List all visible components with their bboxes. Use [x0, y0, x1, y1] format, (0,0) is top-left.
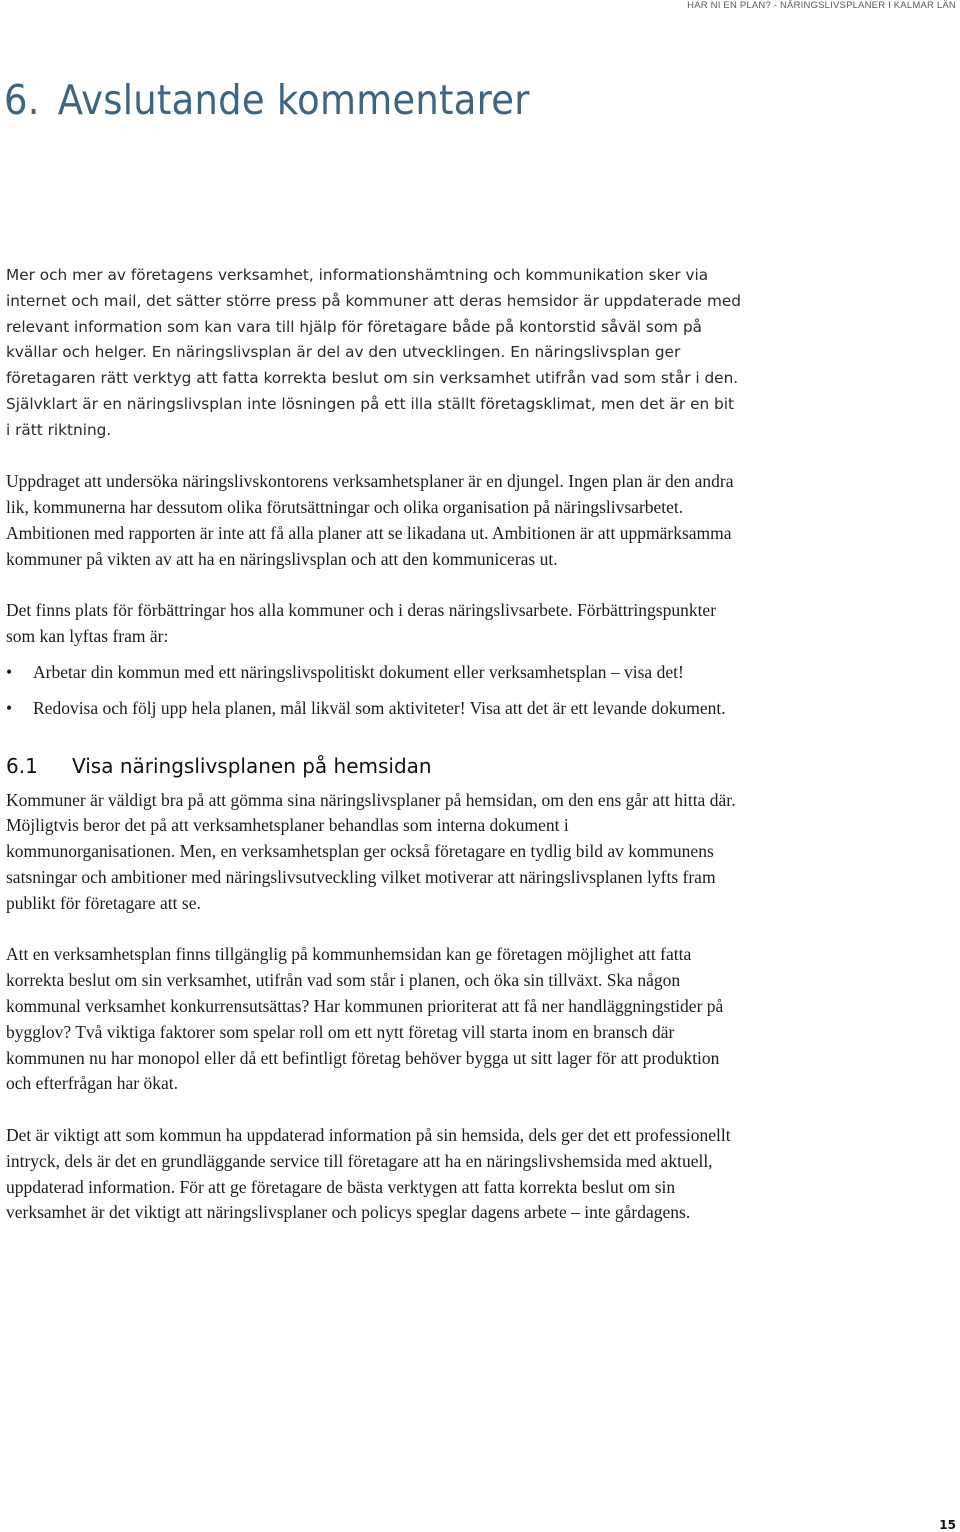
list-item-text: Redovisa och följ upp hela planen, mål likväl som aktiviteter! Visa att det är ett levande dokument.: [33, 697, 726, 718]
list-item-text: Arbetar din kommun med ett näringslivspolitiskt dokument eller verksamhetsplan – visa det!: [33, 661, 684, 682]
bullet-icon: •: [6, 661, 13, 682]
section-title: Visa näringslivsplanen på hemsidan: [72, 753, 432, 778]
paragraph-intro: Mer och mer av företagens verksamhet, informationshämtning och kommunikation sker via internet och mail, det sätter större press på kommuner att deras hemsidor är uppdaterade med relevant information som kan vara till hjälp för företagare både på kontorstid såväl som på kvällar och helger. En näringslivsplan är del av den utvecklingen. En näringslivsplan ger företagaren rätt verktyg att fatta korrekta beslut om sin verksamhet utifrån vad som står i den. Självklart är en näringslivsplan inte lösningen på ett illa ställt företagsklimat, men det är en bit i rätt riktning.: [6, 266, 741, 439]
chapter-title: [4, 72, 530, 128]
list-item: [6, 696, 742, 722]
section-heading: [6, 750, 742, 782]
bullet-icon: •: [6, 697, 13, 718]
section-paragraph: Kommuner är väldigt bra på att gömma sina näringslivsplaner på hemsidan, om den ens går att hitta där. Möjligtvis beror det på att verksamhetsplaner behandlas som interna dokument i kommunorganisationen. Men, en verksamhetsplan ger också företagare en tydlig bild av kommunens satsningar och ambitioner med näringslivsutveckling vilket motiverar att näringslivsplanen lyfts fram publikt för företagare att se.: [6, 789, 736, 913]
chapter-number: 6.: [4, 76, 40, 124]
running-head: HAR NI EN PLAN? - NÄRINGSLIVSPLANER I KALMAR LÄN: [687, 0, 956, 11]
chapter-title-text: Avslutande kommentarer: [57, 76, 530, 124]
paragraph-improvements: Det finns plats för förbättringar hos alla kommuner och i deras näringslivsarbete. Förbättringspunkter som kan lyftas fram är:: [6, 600, 717, 647]
section-paragraph: Det är viktigt att som kommun ha uppdaterad information på sin hemsida, dels ger det ett professionellt intryck, dels är det en grundläggande service till företagare att ha en näringslivshemsida med aktuell, uppdaterad information. För att ge företagare de bästa verktygen att fatta korrekta beslut om sin verksamhet är det viktigt att näringslivsplaner och policys speglar dagens arbete – inte gårdagens.: [6, 1124, 731, 1223]
paragraph-assignment: Uppdraget att undersöka näringslivskontorens verksamhetsplaner är en djungel. Ingen plan är den andra lik, kommunerna har dessutom olika förutsättningar och olika organisation på näringslivsarbetet. Ambitionen med rapporten är inte att få alla planer att se likadana ut. Ambitionen är att uppmärksamma kommuner på vikten av att ha en näringslivsplan och att den kommuniceras ut.: [6, 471, 734, 569]
section-paragraph: Att en verksamhetsplan finns tillgänglig på kommunhemsidan kan ge företagen möjlighet att fatta korrekta beslut om sin verksamhet, utifrån vad som står i planen, och öka sin tillväxt. Ska någon kommunal verksamhet konkurrensutsättas? Har kommunen prioriterat att få ner handläggningstider på bygglov? Två viktiga faktorer som spelar roll om ett nytt företag vill starta inom en bransch där kommunen nu har monopol eller då ett befintligt företag behöver bygga ut sitt lager för att produktion och efterfrågan har ökat.: [6, 944, 724, 1094]
section-number: 6.1: [6, 753, 38, 778]
page-number: 15: [939, 1518, 956, 1532]
body-text: [6, 263, 742, 1226]
list-item: [6, 660, 742, 686]
improvement-list: [6, 660, 742, 722]
